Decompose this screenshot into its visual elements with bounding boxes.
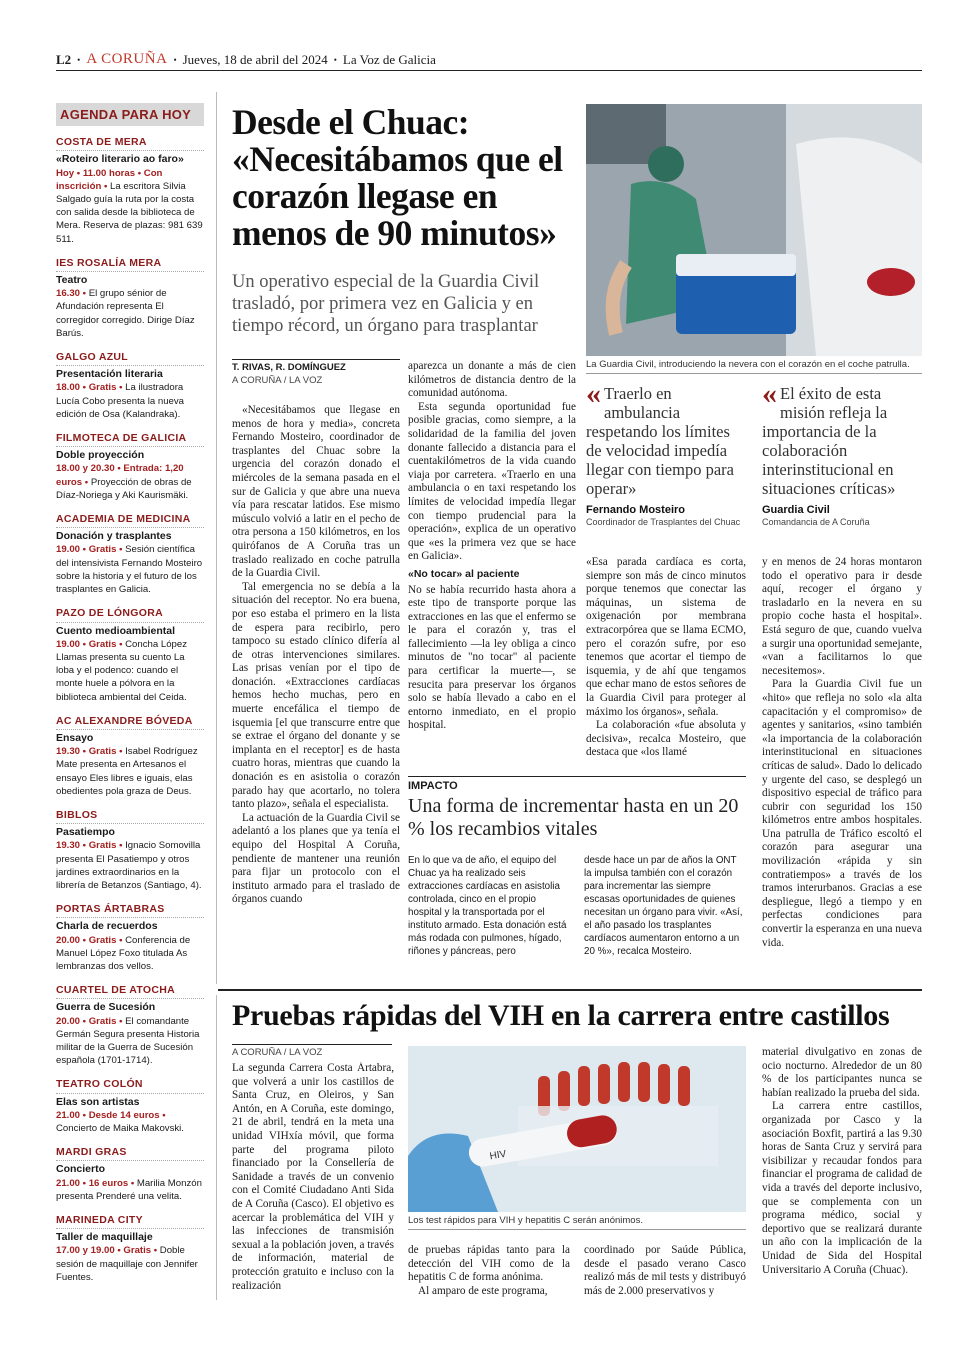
agenda-event-name: Taller de maquillaje bbox=[56, 1231, 153, 1244]
agenda-item bbox=[56, 984, 204, 1067]
agenda-description: La ilustradora Lucía Cobo presenta la nueva edición de Osa (Kalandraka). bbox=[56, 382, 185, 420]
agenda-place: FILMOTECA DE GALICIA bbox=[56, 432, 204, 447]
agenda-details bbox=[56, 638, 204, 704]
agenda-place: BIBLOS bbox=[56, 809, 204, 824]
agenda-description: Isabel Rodríguez Mate presenta en Artesanos el ensayo Eles libres e iguais, elas obedientes pola graza de Deus. bbox=[56, 746, 198, 797]
agenda-place: GALGO AZUL bbox=[56, 351, 204, 366]
article-column-3: «Esa parada cardíaca es corta, siempre son más de cinco minutos porque tenemos que conectar las máquinas, un sistema de oxigenación por membrana extracorpórea que se llama ECMO, pero el corazón sufre, por eso tenemos que acortar el tiempo de isquemia, y de ahí que tengamos que echar mano de estos señores de la Guardia Civil para proteger al máximo los órganos», señala. La colaboración «fue absoluta y decisiva», recalca Mosteiro, que destaca que «los llamé bbox=[586, 556, 746, 759]
agenda-item bbox=[56, 432, 204, 502]
agenda-place: TEATRO COLÓN bbox=[56, 1078, 204, 1093]
agenda-time: 19.00 • Gratis • bbox=[56, 544, 123, 556]
tube-label: HIV bbox=[488, 1148, 508, 1163]
photo-illustration bbox=[408, 1046, 746, 1212]
quote-role: Comandancia de A Coruña bbox=[762, 517, 870, 527]
agenda-time: 19.30 • Gratis • bbox=[56, 840, 123, 852]
agenda-column bbox=[56, 103, 204, 1303]
article-column-2: aparezca un donante a más de cien kilómetros de distancia dentro de la comunidad autónoma. Esta segunda oportunidad fue posible gracias, como siempre, a la solidaridad de la familia del joven donante fallecido a distancia para el cuentakilómetros de la vida cuando viaja por carretera. «Traerlo en una ambulancia o en taxi respetando los límites de velocidad impedía llegar con tiempo prudencial para la operación», explica de un operativo que «es la primera vez que se hace en Galicia». «No tocar» al paciente No se había recurrido hasta ahora a este tipo de transporte porque las extracciones en las que el enfermo se le para el corazón y, tras el fallecimiento —la ley obliga a cinco minutos de "no tocar" al paciente para certificar la muerte—, se resucita para preservar los órganos solo se había llevado a cabo en el entorno inmediato, en el propio hospital. bbox=[408, 360, 576, 732]
agenda-event-name: Guerra de Sucesión bbox=[56, 1001, 156, 1014]
agenda-list bbox=[56, 136, 204, 1284]
article2-column-1: La segunda Carrera Costa Ártabra, que volverá a unir los castillos de Santa Cruz, en Oleiros, y San Antón, en A Coruña, este domingo, 21 de abril, tendrá en la meta una unidad VIHxía móvil, que forma parte del programa piloto financiado por la Consellería de Sanidade a través de un convenio con el Comité Ciudadano Anti Sida de A Coruña (Casco). El objetivo es acercar la problemática del VIH y las infecciones de transmisión sexual a la población joven, a través de información, material de protección gratuito e incluso con la realización bbox=[232, 1062, 394, 1292]
agenda-description: Conferencia de Manuel López Foxo titulada As lembranzas dos vellos. bbox=[56, 934, 191, 972]
agenda-time: Hoy • 11.00 horas • Con inscrición • bbox=[56, 167, 163, 192]
agenda-details bbox=[56, 543, 204, 596]
agenda-item bbox=[56, 351, 204, 421]
agenda-place: CUARTEL DE ATOCHA bbox=[56, 984, 204, 999]
section-name: A CORUÑA bbox=[86, 51, 168, 67]
headline: Desde el Chuac: «Necesitábamos que el corazón llegase en menos de 90 minutos» bbox=[232, 102, 563, 253]
agenda-place: ACADEMIA DE MEDICINA bbox=[56, 513, 204, 528]
agenda-place: MARINEDA CITY bbox=[56, 1214, 204, 1229]
newspaper-name: La Voz de Galicia bbox=[342, 51, 436, 67]
article-separator bbox=[218, 989, 922, 991]
agenda-item bbox=[56, 903, 204, 973]
agenda-description: Ignacio Somovilla presenta El Pasatiempo y otros jardines extraordinarios en la librería de Betanzos (Santiago, 4). bbox=[56, 840, 202, 891]
pull-quote-guardia-civil bbox=[762, 377, 922, 528]
agenda-description: La escritora Silvia Salgado guía la ruta por la costa con salida desde la biblioteca de Mera. Reserva de plazas: 981 639 511. bbox=[56, 180, 203, 245]
agenda-place: COSTA DE MERA bbox=[56, 136, 204, 151]
agenda-item bbox=[56, 513, 204, 596]
quote-text: El éxito de esta misión refleja la importancia de la colaboración interinstitucional en situaciones críticas» bbox=[762, 384, 896, 498]
agenda-time: 21.00 • 16 euros • bbox=[56, 1177, 135, 1189]
photo-caption-2: Los test rápidos para VIH y hepatitis C serán anónimos. bbox=[408, 1215, 746, 1230]
photo-hiv-test bbox=[408, 1046, 746, 1212]
agenda-event-name: Charla de recuerdos bbox=[56, 920, 158, 933]
agenda-item bbox=[56, 715, 204, 798]
quote-text: Traerlo en ambulancia respetando los límites de velocidad impedía llegar con tiempo para operar» bbox=[586, 384, 734, 498]
page-number: L2 bbox=[56, 51, 72, 67]
subheadline: Un operativo especial de la Guardia Civil trasladó, por primera vez en Galicia y en tiempo récord, un órgano para trasplantar bbox=[232, 272, 540, 336]
agenda-description: Sesión científica del intensivista Fernando Mosteiro sobre la historia y el futuro de los trasplantes en Galicia. bbox=[56, 544, 203, 596]
agenda-time: 20.00 • Gratis • bbox=[56, 934, 123, 946]
agenda-time: 19.00 • Gratis • bbox=[56, 638, 123, 650]
agenda-item bbox=[56, 1214, 204, 1284]
impacto-column-2: desde hace un par de años la ONT la impulsa también con el corazón para incrementar las siempre escasas oportunidades de quienes necesitan un órgano para vivir. «Así, el año pasado los trasplantes cardíacos aumentaron entorno a un 20 %», recalca Mosteiro. bbox=[584, 855, 743, 957]
agenda-description: Marilia Monzón presenta Prenderé una velita. bbox=[56, 1177, 202, 1202]
agenda-event-name: Doble proyección bbox=[56, 449, 145, 462]
agenda-details bbox=[56, 745, 204, 798]
agenda-event-name: Donación y trasplantes bbox=[56, 530, 172, 543]
agenda-event-name: Teatro bbox=[56, 274, 88, 287]
article2-column-4: material divulgativo en zonas de ocio nocturno. Alrededor de un 80 % de los participantes nunca se habían realizado la prueba del sida. La carrera entre castillos, organizada por Casco y la asociación Boxfit, partirá a las 9.30 horas de Santa Cruz y servirá para visibilizar y recaudar fondos para financiar el programa de calidad de vida a través del deporte inclusivo, que se complementa con un programa médico, social y deportivo que se realizará durante un año con la implicación de la Unidad de Sida del Hospital Universitario A Coruña (Chuac). bbox=[762, 1046, 922, 1276]
agenda-event-name: Pasatiempo bbox=[56, 826, 115, 839]
agenda-event-name: Ensayo bbox=[56, 731, 94, 744]
quote-mark-icon: « bbox=[762, 377, 777, 410]
quote-role: Coordinador de Trasplantes del Chuac bbox=[586, 517, 741, 527]
column-divider bbox=[216, 995, 217, 1300]
byline-authors: T. RIVAS, R. DOMÍNGUEZ bbox=[232, 362, 346, 373]
issue-date: Jueves, 18 de abril del 2024 bbox=[182, 51, 328, 67]
agenda-time: 20.00 • Gratis • bbox=[56, 1015, 123, 1027]
agenda-event-name: Cuento medioambiental bbox=[56, 624, 176, 637]
page-header: L2 • A CORUÑA • Jueves, 18 de abril del 2024 • La Voz de Galicia bbox=[56, 49, 922, 71]
quote-mark-icon: « bbox=[586, 377, 601, 410]
byline-location: A CORUÑA / LA VOZ bbox=[232, 375, 323, 386]
impacto-tag: IMPACTO bbox=[408, 780, 458, 792]
agenda-item bbox=[56, 809, 204, 892]
photo-caption: La Guardia Civil, introduciendo la nevera con el corazón en el coche patrulla. bbox=[586, 359, 922, 374]
agenda-item bbox=[56, 607, 204, 703]
agenda-description: Proyección de obras de Díaz-Noriega y Aki Kaurismäki. bbox=[56, 476, 192, 501]
agenda-title: AGENDA PARA HOY bbox=[56, 103, 204, 126]
impacto-box bbox=[408, 776, 746, 841]
agenda-time: 16.30 • bbox=[56, 288, 87, 300]
photo-guardia-civil bbox=[586, 104, 922, 356]
agenda-event-name: Presentación literaria bbox=[56, 368, 163, 381]
agenda-time: 18.00 • Gratis • bbox=[56, 382, 123, 394]
article2-column-2: de pruebas rápidas tanto para la detección del VIH como de la hepatitis C de forma anónima. Al amparo de este programa, bbox=[408, 1244, 570, 1297]
agenda-details bbox=[56, 1015, 204, 1068]
agenda-time: 17.00 y 19.00 • Gratis • bbox=[56, 1245, 158, 1257]
agenda-description: Concha López Llamas presenta su cuento La loba y el podenco: cuando el monte huele a pólvora en la biblioteca ambiental del Ceida. bbox=[56, 638, 187, 703]
agenda-event-name: Elas son artistas bbox=[56, 1095, 140, 1108]
pull-quote-mosteiro bbox=[586, 377, 746, 528]
agenda-place: AC ALEXANDRE BÓVEDA bbox=[56, 715, 204, 730]
impacto-title: Una forma de incrementar hasta en un 20 % los recambios vitales bbox=[408, 795, 739, 840]
article2-column-3: coordinado por Saúde Pública, desde el pasado verano Casco realizó más de mil tests y distribuyó más de 2.000 preservativos y bbox=[584, 1244, 746, 1297]
section-heading: «No tocar» al paciente bbox=[408, 567, 520, 580]
agenda-place: PAZO DE LÓNGORA bbox=[56, 607, 204, 622]
agenda-details bbox=[56, 1244, 204, 1284]
agenda-place: MARDI GRAS bbox=[56, 1146, 204, 1161]
quote-author: Fernando Mosteiro bbox=[586, 504, 686, 516]
headline-2: Pruebas rápidas del VIH en la carrera entre castillos bbox=[232, 999, 890, 1032]
column-divider bbox=[216, 92, 217, 984]
agenda-event-name: «Roteiro literario ao faro» bbox=[56, 153, 184, 166]
agenda-item bbox=[56, 136, 204, 246]
agenda-details bbox=[56, 287, 204, 340]
agenda-time: 18.00 y 20.30 • Entrada: 1,20 euros • bbox=[56, 463, 184, 488]
photo-illustration bbox=[586, 104, 922, 356]
agenda-details bbox=[56, 167, 204, 246]
agenda-time: 19.30 • Gratis • bbox=[56, 746, 123, 758]
agenda-description: El comandante Germán Segura presenta Historia militar de la Guerra de Sucesión española (1701-1714). bbox=[56, 1015, 200, 1067]
byline-location-2: A CORUÑA / LA VOZ bbox=[232, 1044, 392, 1058]
agenda-item bbox=[56, 1078, 204, 1135]
quote-author: Guardia Civil bbox=[762, 504, 830, 516]
agenda-details bbox=[56, 1109, 204, 1135]
agenda-details bbox=[56, 839, 204, 892]
agenda-description: Doble sesión de maquillaje con Jennifer Fuentes. bbox=[56, 1245, 198, 1283]
impacto-column-1: En lo que va de año, el equipo del Chuac ya ha realizado seis extracciones cardíacas en asistolia controlada, cinco en el propio hospital y la transportada por el instituto armado. Esta donación está más rodada con pulmones, hígado, riñones y páncreas, pero bbox=[408, 855, 567, 957]
agenda-details bbox=[56, 934, 204, 974]
agenda-item bbox=[56, 257, 204, 340]
agenda-place: PORTAS ÁRTABRAS bbox=[56, 903, 204, 918]
agenda-place: IES ROSALÍA MERA bbox=[56, 257, 204, 272]
agenda-time: 21.00 • Desde 14 euros • bbox=[56, 1109, 166, 1121]
agenda-description: Concierto de Maika Makovski. bbox=[56, 1123, 184, 1134]
byline bbox=[232, 359, 400, 386]
agenda-details bbox=[56, 462, 204, 502]
article-column-4: y en menos de 24 horas montaron todo el operativo para ir desde aquí, recoger el órgano y trasladarlo en la nevera en su propio coche hasta el hospital». Está seguro de que, cuando vuelva a surgir una oportunidad semejante, «van a facilitarnos lo que necesitemos». Para la Guardia Civil fue un «hito» que refleja no solo «la alta capacitación y el compromiso» de agentes y sanitarios, «sino también «la importancia de la colaboración interinstitucional en situaciones críticas de salud». Dado lo delicado y urgente del caso, se desplegó un dispositivo especial de tráfico para cubrir con seguridad los 150 kilómetros entre ambos hospitales. Una patrulla de Tráfico escoltó el corazón para asegurar una movilización «rápida y sin contratiempos» a través de los tramos interurbanos. Gracias a ese despliegue, llegó a tiempo y en perfectas condiciones para convertir la esperanza en una nueva vida. bbox=[762, 556, 922, 949]
agenda-description: El grupo sénior de Afundación representa El corregidor corregido. Dirige Díaz Barús. bbox=[56, 288, 195, 339]
agenda-event-name: Concierto bbox=[56, 1163, 106, 1176]
agenda-item bbox=[56, 1146, 204, 1203]
agenda-details bbox=[56, 1177, 204, 1203]
agenda-details bbox=[56, 381, 204, 421]
article-column-1: «Necesitábamos que llegase en menos de hora y media», concreta Fernando Mosteiro, coordinador de trasplantes del Chuac sobre la urgencia del corazón donado el miércoles de la semana pasada en el sur de Galicia y que abre una nueva vía para rescatar latidos. Ese mismo músculo volvió a latir en el pecho de otra persona a 150 kilómetros, en los quirófanos de A Coruña tras un traslado realizado en coche patrulla de la Guardia Civil. Tal emergencia no se debía a la situación del receptor. No era buena, por eso estaba el primero en la lista de espera para recibirlo, pero tampoco su estado clínico difería al de otras intervenciones similares. Las prisas venían por el tipo de donación. «Extracciones cardíacas hemos hecho muchas, pero en muerte encefálica el tiempo de isquemia [el que transcurre entre que se extrae el órgano del donante y se implanta en el receptor] es de hasta cuatro horas, mientras que cuando la donación es en asistolia o corazón parado hay que acortarlo, no tolera tanto plazo», señala el especialista. La actuación de la Guardia Civil se adelantó a los planes que ya tenía el equipo del Hospital A Coruña, pendiente de mantener una reunión para fijar un protocolo con el instituto armado para el traslado de órganos cuando bbox=[232, 404, 400, 906]
